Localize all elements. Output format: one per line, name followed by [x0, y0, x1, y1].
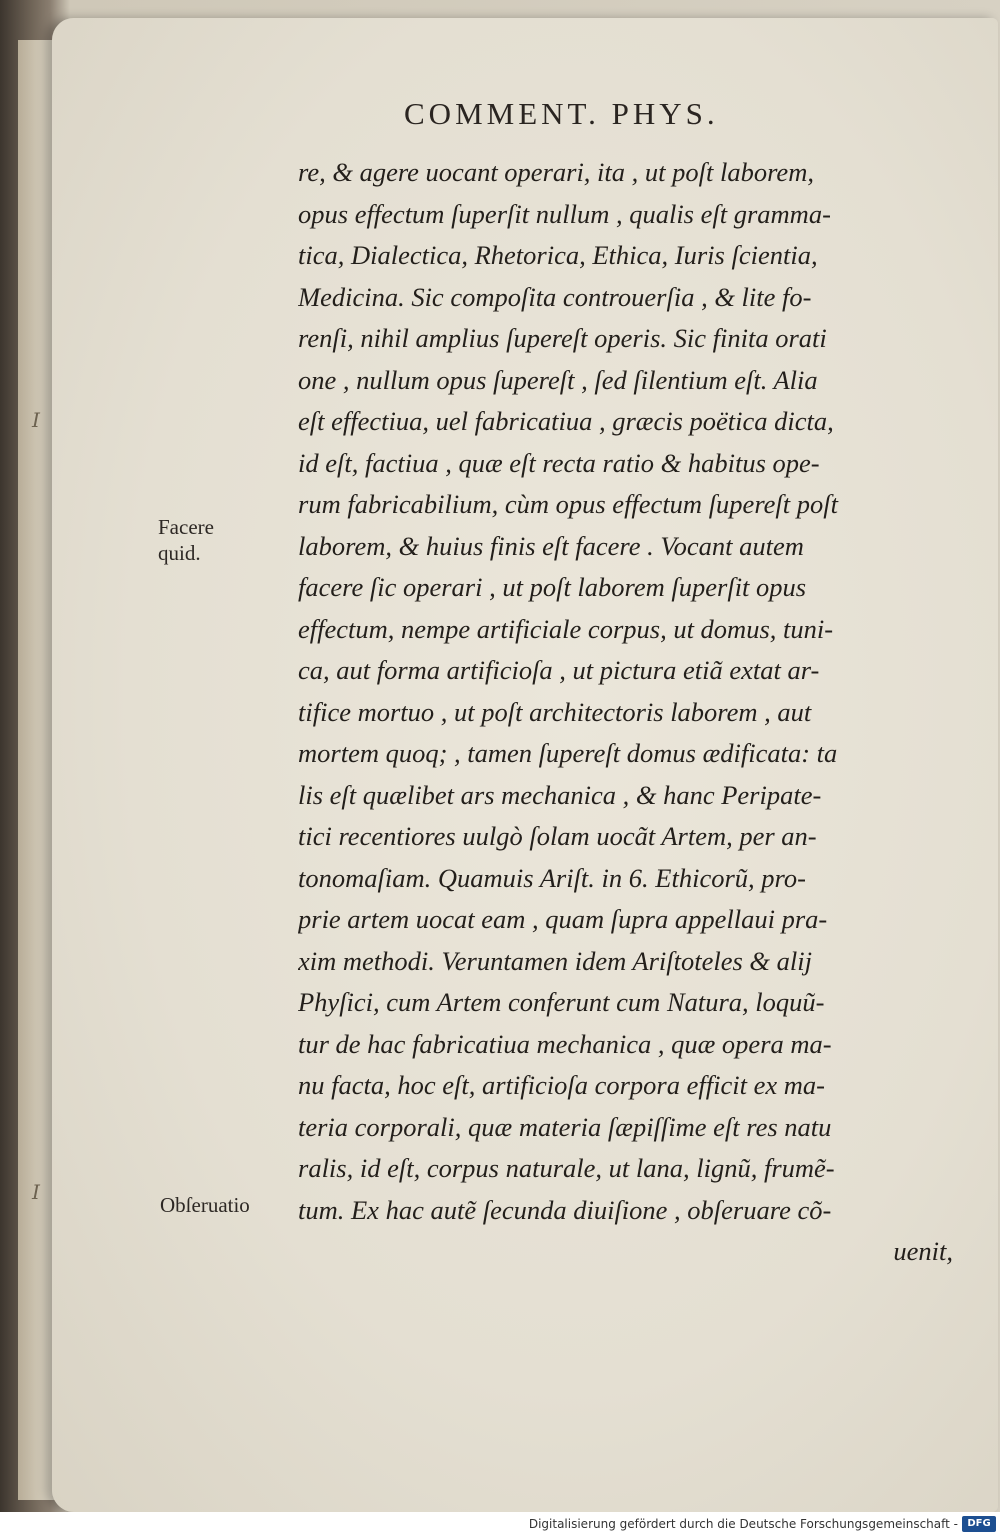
text-line: Medicina. Sic compoſita controuerſia , & lite fo-	[298, 281, 812, 312]
text-line: facere ſic operari , ut poſt laborem ſuperſit opus	[298, 572, 807, 602]
page-edge-of-facing-leaf: I I	[18, 40, 58, 1500]
text-line: lis eſt quælibet ars mechanica , & hanc Peripate-	[298, 779, 822, 810]
text-line: mortem quoq; , tamen ſupereſt domus ædificata: ta	[298, 738, 838, 768]
text-line: opus effectum ſuperſit nullum , qualis eſt gramma-	[298, 198, 831, 229]
text-line: xim methodi. Veruntamen idem Ariſtoteles & alij	[298, 945, 812, 976]
text-line: rum fabricabilium, cùm opus effectum ſupereſt poſt	[298, 489, 838, 519]
text-line: eſt effectiua, uel fabricatiua , græcis poëtica dicta,	[298, 406, 834, 436]
text-line: ca, aut forma artificioſa , ut pictura etiã extat ar-	[298, 655, 820, 685]
text-line: tici recentiores uulgò ſolam uocãt Artem, per an-	[298, 821, 817, 851]
text-line: nu facta, hoc eſt, artificioſa corpora efficit ex ma-	[298, 1070, 825, 1100]
text-line: laborem, & huius finis eſt facere . Vocant autem	[298, 530, 804, 561]
margin-note-obseruatio: Obſeruatio	[160, 1193, 250, 1217]
text-line: id eſt, factiua , quæ eſt recta ratio & habitus ope-	[298, 447, 820, 478]
text-line: tur de hac fabricatiua mechanica , quæ opera ma-	[298, 1028, 832, 1059]
catchword: uenit,	[893, 1236, 953, 1266]
running-head: COMMENT. PHYS.	[404, 96, 719, 131]
text-line: Phyſici, cum Artem conferunt cum Natura, loquũ-	[298, 987, 825, 1017]
text-line: tifice mortuo , ut poſt architectoris laborem , aut	[298, 696, 812, 727]
text-line: one , nullum opus ſupereſt , ſed ſilentium eſt. Alia	[298, 364, 818, 395]
text-line: ralis, id eſt, corpus naturale, ut lana, lignũ, frumẽ-	[298, 1153, 835, 1183]
text-line: teria corporali, quæ materia ſæpiſſime eſt res natu	[298, 1111, 832, 1142]
margin-note-facere-line-1: Facere	[158, 515, 214, 539]
text-line: renſi, nihil amplius ſupereſt operis. Sic finita orati	[298, 323, 827, 353]
text-line: effectum, nempe artificiale corpus, ut domus, tuni-	[298, 613, 834, 644]
text-line: tica, Dialectica, Rhetorica, Ethica, Iuris ſcientia,	[298, 240, 818, 270]
text-line: tonomaſiam. Quamuis Ariſt. in 6. Ethicorũ, pro-	[298, 862, 806, 893]
text-line: tum. Ex hac autẽ ſecunda diuiſione , obſeruare cõ-	[298, 1194, 832, 1225]
text-line: prie artem uocat eam , quam ſupra appellaui pra-	[298, 904, 828, 934]
margin-note-facere-line-2: quid.	[158, 541, 201, 565]
margin-note-facere	[158, 514, 214, 566]
dfg-logo: DFG	[962, 1516, 996, 1532]
footer-credit: Digitalisierung gefördert durch die Deutsche Forschungsgemeinschaft -	[528, 1517, 958, 1531]
body-text	[298, 152, 953, 1273]
text-line: re, & agere uocant operari, ita , ut poſt laborem,	[298, 157, 814, 187]
